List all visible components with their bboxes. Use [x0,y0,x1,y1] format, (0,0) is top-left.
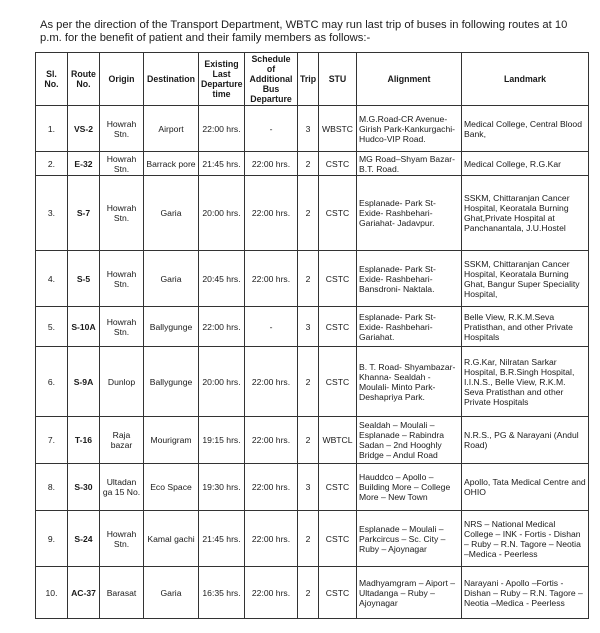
cell-destination: Airport [144,106,199,152]
cell-destination: Garia [144,176,199,251]
header-trip: Trip [298,53,319,106]
table-row [36,347,589,417]
header-sl-no: Sl. No. [36,53,68,106]
cell-sl-no: 3. [36,176,68,251]
cell-stu: CSTC [319,251,357,307]
cell-stu: CSTC [319,307,357,347]
header-origin: Origin [100,53,144,106]
cell-stu: CSTC [319,464,357,511]
intro-paragraph: As per the direction of the Transport Department, WBTC may run last trip of buses in following routes at 10 p.m. for the benefit of patient and their family members as follows:- [40,19,568,45]
cell-destination: Garia [144,567,199,619]
cell-alignment: Esplanade- Park St- Exide- Rashbehari- Gariahat. [357,307,462,347]
cell-existing-departure: 22:00 hrs. [199,106,245,152]
cell-alignment: B. T. Road- Shyambazar- Khanna- Sealdah - Moulali- Minto Park- Deshapriya Park. [357,347,462,417]
table-row [36,251,589,307]
table-row [36,152,589,176]
cell-stu: CSTC [319,176,357,251]
cell-origin: Howrah Stn. [100,152,144,176]
cell-route-no: S-24 [68,511,100,567]
cell-route-no: AC-37 [68,567,100,619]
cell-stu: CSTC [319,511,357,567]
table-row [36,417,589,464]
cell-additional-departure: 22:00 hrs. [245,347,298,417]
header-stu: STU [319,53,357,106]
cell-sl-no: 2. [36,152,68,176]
header-landmark: Landmark [462,53,589,106]
cell-trip: 2 [298,152,319,176]
cell-landmark: SSKM, Chittaranjan Cancer Hospital, Keoratala Burning Ghat,Private Hospital at Panchanantala, J.U.Hostel [462,176,589,251]
header-alignment: Alignment [357,53,462,106]
cell-destination: Ballygunge [144,347,199,417]
cell-trip: 2 [298,511,319,567]
table-row [36,307,589,347]
table-row [36,567,589,619]
cell-origin: Howrah Stn. [100,251,144,307]
cell-trip: 2 [298,567,319,619]
cell-landmark: SSKM, Chittaranjan Cancer Hospital, Keoratala Burning Ghat, Bangur Super Speciality Hospital, [462,251,589,307]
cell-origin: Dunlop [100,347,144,417]
cell-origin: Ultadan ga 15 No. [100,464,144,511]
cell-trip: 2 [298,251,319,307]
cell-destination: Ballygunge [144,307,199,347]
cell-alignment: Sealdah – Moulali – Esplanade – Rabindra Sadan – 2nd Hooghly Bridge – Andul Road [357,417,462,464]
cell-trip: 3 [298,106,319,152]
header-existing-departure: Existing Last Departure time [199,53,245,106]
cell-alignment: Esplanade- Park St- Exide- Rashbehari- Gariahat- Jadavpur. [357,176,462,251]
cell-landmark: Narayani - Apollo –Fortis - Dishan – Ruby – R.N. Tagore – Neotia –Medica - Peerless [462,567,589,619]
cell-additional-departure: 22:00 hrs. [245,511,298,567]
cell-route-no: S-9A [68,347,100,417]
table-row [36,511,589,567]
table-row [36,106,589,152]
cell-sl-no: 8. [36,464,68,511]
cell-landmark: N.R.S., PG & Narayani (Andul Road) [462,417,589,464]
cell-alignment: MG Road–Shyam Bazar- B.T. Road. [357,152,462,176]
cell-existing-departure: 20:45 hrs. [199,251,245,307]
cell-route-no: S-5 [68,251,100,307]
cell-trip: 2 [298,347,319,417]
cell-destination: Barrack pore [144,152,199,176]
cell-existing-departure: 21:45 hrs. [199,511,245,567]
cell-stu: WBSTC [319,106,357,152]
cell-existing-departure: 20:00 hrs. [199,347,245,417]
cell-existing-departure: 19:30 hrs. [199,464,245,511]
cell-alignment: Esplanade – Moulali – Parkcircus – Sc. City – Ruby – Ajoynagar [357,511,462,567]
table-header [36,53,589,106]
cell-sl-no: 10. [36,567,68,619]
cell-trip: 2 [298,417,319,464]
cell-route-no: S-10A [68,307,100,347]
cell-trip: 3 [298,464,319,511]
cell-route-no: T-16 [68,417,100,464]
cell-destination: Garia [144,251,199,307]
cell-stu: CSTC [319,152,357,176]
cell-origin: Howrah Stn. [100,106,144,152]
cell-additional-departure: 22:00 hrs. [245,464,298,511]
cell-landmark: Medical College, Central Blood Bank, [462,106,589,152]
cell-sl-no: 1. [36,106,68,152]
cell-stu: CSTC [319,567,357,619]
cell-additional-departure: 22:00 hrs. [245,251,298,307]
header-route-no: Route No. [68,53,100,106]
cell-additional-departure: 22:00 hrs. [245,176,298,251]
cell-alignment: Madhyamgram – Aiport – Ultadanga – Ruby – Ajoynagar [357,567,462,619]
cell-destination: Mourigram [144,417,199,464]
cell-sl-no: 9. [36,511,68,567]
cell-additional-departure: 22:00 hrs. [245,417,298,464]
cell-alignment: Esplanade- Park St- Exide- Rashbehari- Bansdroni- Naktala. [357,251,462,307]
cell-route-no: VS-2 [68,106,100,152]
cell-landmark: Belle View, R.K.M.Seva Pratisthan, and other Private Hospitals [462,307,589,347]
header-destination: Destination [144,53,199,106]
cell-stu: WBTCL [319,417,357,464]
header-additional-departure: Schedule of Additional Bus Departure [245,53,298,106]
cell-landmark: Medical College, R.G.Kar [462,152,589,176]
cell-existing-departure: 20:00 hrs. [199,176,245,251]
table-row [36,176,589,251]
cell-origin: Howrah Stn. [100,176,144,251]
cell-destination: Eco Space [144,464,199,511]
cell-additional-departure: 22:00 hrs. [245,567,298,619]
cell-stu: CSTC [319,347,357,417]
header-row [36,53,589,106]
cell-origin: Howrah Stn. [100,511,144,567]
cell-route-no: E-32 [68,152,100,176]
cell-trip: 2 [298,176,319,251]
cell-additional-departure: - [245,307,298,347]
cell-destination: Kamal gachi [144,511,199,567]
cell-route-no: S-30 [68,464,100,511]
cell-sl-no: 4. [36,251,68,307]
cell-alignment: M.G.Road-CR Avenue-Girish Park-Kankurgachi-Hudco-VIP Road. [357,106,462,152]
cell-sl-no: 7. [36,417,68,464]
routes-table [35,52,589,619]
cell-landmark: R.G.Kar, Nilratan Sarkar Hospital, B.R.Singh Hospital, I.I.N.S., Belle View, R.K.M. Seva Pratisthan and other Private Hospitals [462,347,589,417]
cell-additional-departure: - [245,106,298,152]
cell-route-no: S-7 [68,176,100,251]
cell-origin: Barasat [100,567,144,619]
cell-additional-departure: 22:00 hrs. [245,152,298,176]
cell-existing-departure: 19:15 hrs. [199,417,245,464]
cell-existing-departure: 21:45 hrs. [199,152,245,176]
table-row [36,464,589,511]
cell-landmark: Apollo, Tata Medical Centre and OHIO [462,464,589,511]
cell-origin: Howrah Stn. [100,307,144,347]
cell-trip: 3 [298,307,319,347]
cell-existing-departure: 22:00 hrs. [199,307,245,347]
cell-landmark: NRS – National Medical College – INK - Fortis - Dishan – Ruby – R.N. Tagore – Neotia –Medica - Peerless [462,511,589,567]
table-body [36,106,589,619]
cell-sl-no: 6. [36,347,68,417]
cell-alignment: Hauddco – Apollo – Building More – College More – New Town [357,464,462,511]
cell-sl-no: 5. [36,307,68,347]
cell-origin: Raja bazar [100,417,144,464]
cell-existing-departure: 16:35 hrs. [199,567,245,619]
